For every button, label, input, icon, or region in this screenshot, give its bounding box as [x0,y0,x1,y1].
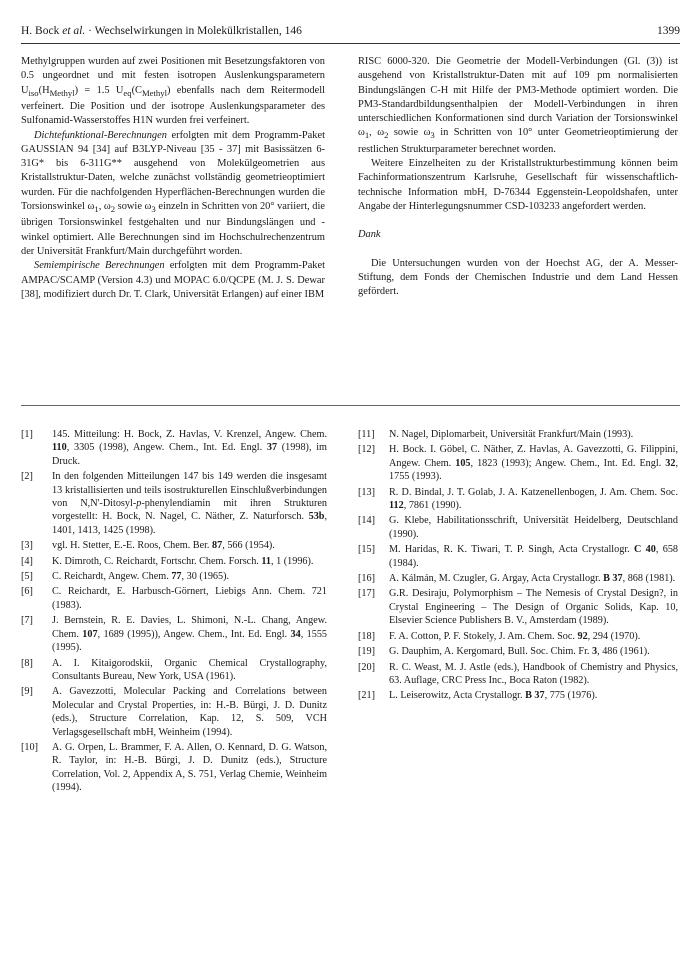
reference-text: R. D. Bindal, J. T. Golab, J. A. Katzenellenbogen, J. Am. Chem. Soc. [389,486,678,498]
subscript: 3 [430,130,435,141]
reference-text: , 294 (1970). [587,630,641,642]
reference-item [21,539,327,552]
reference-text: , 1755 (1993). [389,457,678,483]
paragraph-geometry [358,55,678,157]
subscript: 1 [94,204,99,215]
paragraph-deposition: Weitere Einzelheiten zu der Kristallstrukturbestimmung können beim Fachinformationszentrum Karlsruhe, Gesellschaft für wissenschaftlich-technische Information mbH, D-76344 Eggenstein-Leopoldshafen, unter Angabe der Hinterlegungsnummer CSD-103233 angefordert werden. [358,158,678,213]
reference-item [358,645,678,658]
reference-item [21,685,327,739]
reference-text: (1998), im Druck. [52,442,327,467]
reference-item [358,443,678,483]
references-column-left [21,428,327,797]
reference-text: -phenylendiamin mit ihren Strukturen vorgestellt: H. Bock, N. Nagel, C. Näther, Z. Naturforsch. [52,498,327,523]
reference-number: [20] [358,661,375,673]
reference-number: [7] [21,615,33,627]
reference-text: , 7861 (1990). [403,500,462,512]
reference-item [21,657,327,684]
reference-number: [1] [21,429,33,440]
run-in-heading: Dichtefunktional-Berechnungen [34,129,167,141]
header-rule [21,43,680,44]
text-run: in Schritten von 10° unter Geometrieoptimierung der restlichen Strukturparameter berechnet worden. [358,127,678,155]
reference-text: B 37 [603,573,623,585]
reference-item [358,661,678,688]
subscript: 3 [151,204,156,215]
reference-text: , 566 (1954). [222,540,275,552]
page-number: 1399 [657,25,680,37]
paragraph-refinement [21,55,325,129]
reference-text: N. Nagel, Diplomarbeit, Universität Frankfurt/Main (1993). [389,429,634,440]
text-run: erfolgten mit dem Programm-Paket AMPAC/SCAMP (Version 4.3) und MOPAC 6.0/QCPE (M. J. S. Dewar [38], modifiziert durch Dr. T. Clark, Universität Erlangen) auf einer IBM [21,260,325,300]
reference-item [21,555,327,568]
references-column-right [358,428,678,705]
run-in-heading: Semiempirische Berechnungen [34,260,165,272]
reference-number: [2] [21,471,33,483]
reference-number: [12] [358,444,375,456]
references-rule [21,405,680,406]
reference-text: p [136,498,142,510]
reference-number: [18] [358,630,375,642]
reference-number: [16] [358,573,375,585]
reference-number: [13] [358,486,375,498]
subscript: iso [28,87,39,98]
reference-text: 77 [171,571,182,583]
reference-text: , 868 (1981). [622,573,676,585]
reference-text: , 1401, 1413, 1425 (1998). [52,511,327,536]
reference-text: , 775 (1976). [544,690,598,702]
subscript: 2 [110,204,116,215]
subscript: eq [123,87,132,98]
reference-text: 53b [308,511,325,523]
reference-text: , 1689 (1995)), Angew. Chem., Int. Ed. Engl. [97,628,291,640]
reference-number: [15] [358,544,375,556]
reference-number: [21] [358,690,375,702]
reference-number: [9] [21,686,33,698]
reference-number: [14] [358,515,375,527]
reference-item [21,614,327,654]
body-column-right [358,55,678,300]
text-run: (C [131,84,142,96]
reference-item [21,570,327,583]
reference-text: J. Bernstein, R. E. Davies, L. Shimoni, N.-L. Chang, Angew. Chem. [52,615,327,640]
reference-number: [19] [358,646,375,658]
reference-text: 110 [52,442,67,454]
reference-text: M. Haridas, R. K. Tiwari, T. P. Singh, Acta Crystallogr. [389,544,635,556]
text-run: , ω [98,201,111,213]
reference-text: 32 [665,457,676,469]
header-title [21,22,302,40]
text-run: RISC 6000-320. Die Geometrie der Modell-Verbindungen (Gl. (3)) ist ausgehend von Kristallstruktur-Daten mit auf 109 pm normalisierten Bindungslängen C-H mit Hilfe der PM3-Methode optimiert worden. Die PM3-Standardbildungsenthalpien der Modell-Verbindungen in ihren unterschiedlichen Konformationen sind durch Variation der Torsionswinkel ω [358,56,678,139]
reference-text: A. G. Orpen, L. Brammer, F. A. Allen, O. Kennard, D. G. Watson, R. Taylor, in: H.-B. Bürgi, J. D. Dunitz (eds.), Structure Correlation, Vol. 2, Appendix A, S. 751, Verlag Chemie, Weinheim (1994). [52,741,327,794]
subscript: Methyl [49,87,75,98]
reference-item [358,543,678,570]
reference-text: , 1823 (1993); Angew. Chem., Int. Ed. Engl. [470,457,666,469]
reference-text: vgl. H. Stetter, E.-E. Roos, Chem. Ber. [52,540,213,552]
reference-text: 92 [577,630,588,642]
text-run: sowie ω [388,127,431,139]
reference-number: [5] [21,571,33,583]
reference-text: , 3305 (1998), Angew. Chem., Int. Ed. Engl. [66,442,267,454]
text-run: sowie ω [115,201,152,213]
reference-number: [10] [21,741,38,753]
reference-item [358,486,678,513]
header-title-text: · Wechselwirkungen in Molekülkristallen, 146 [85,25,302,37]
section-heading-dank: Dank [358,229,381,241]
reference-text: 145. Mitteilung: H. Bock, Z. Havlas, V. Krenzel, Angew. Chem. [52,429,327,440]
reference-text: 3 [592,646,598,658]
reference-text: C 40 [634,544,656,556]
reference-number: [6] [21,586,33,598]
reference-text: C. Reichardt, E. Harbusch-Görnert, Liebigs Ann. Chem. 721 (1983). [52,586,327,611]
text-run: (H [38,84,50,96]
reference-number: [4] [21,555,33,567]
reference-text: F. A. Cotton, P. F. Stokely, J. Am. Chem. Soc. [389,630,578,642]
reference-number: [8] [21,657,33,669]
text-run: ) = 1.5 U [74,84,124,96]
reference-item [358,428,678,441]
reference-text: A. Kálmán, M. Czugler, G. Argay, Acta Crystallogr. [389,573,604,585]
subscript: 2 [384,130,389,141]
header-et-al: et al. [62,25,86,37]
body-column-left [21,55,325,302]
text-run: erfolgten mit dem Programm-Paket GAUSSIAN 94 [34] auf B3LYP-Niveau [35 - 37] mit Basissätzen 6-31G* bis 6-311G** ausgehend von Molekülgeometrien aus Kristallstruktur-Daten, welche zunächst vollständig geometrieoptimiert wurden. Für die nachfolgenden Hyperflächen-Berechnungen wurden die Torsionswinkel ω [21,129,325,213]
paragraph-acknowledgement: Die Untersuchungen wurden von der Hoechst AG, der A. Messer-Stiftung, dem Fonds der Chemischen Industrie und dem Land Hessen gefördert. [358,257,678,298]
text-run: einzeln in Schritten von 20° variiert, die übrigen Torsionswinkel festgehalten und nur Bindungslängen und -winkel optimiert. Alle Berechnungen sind im Hochschulrechenzentrum der Universität Frankfurt/Main durchgeführt worden. [21,201,326,258]
reference-text: 105 [455,457,471,469]
reference-item [21,585,327,612]
reference-text: , 658 (1984). [389,544,679,569]
reference-text: 11 [261,555,272,567]
reference-item [358,689,678,702]
reference-text: G.R. Desiraju, Polymorphism – The Nemesis of Crystal Design?, in Crystal Engineering – The Design of Organic Solids, Kap. 10, Elsevier Science Publishers B. V., Amsterdam (1989). [389,588,678,627]
reference-text: , 486 (1961). [597,646,650,658]
reference-text: , 30 (1965). [181,571,230,583]
reference-text: 107 [82,628,98,640]
reference-item [358,587,678,627]
subscript: Methyl [141,87,167,98]
reference-text: 37 [266,442,278,454]
subscript: 1 [364,130,370,141]
reference-item [358,630,678,643]
reference-text: L. Leiserowitz, Acta Crystallogr. [389,690,526,702]
reference-text: , 1555 (1995). [52,628,328,654]
reference-number: [3] [21,540,33,552]
text-run: , ω [369,127,385,139]
reference-item [21,470,327,537]
reference-text: A. I. Kitaigorodskii, Organic Chemical Crystallography, Consultants Bureau, New York, USA (1961). [52,657,327,682]
reference-text: 112 [389,500,404,512]
reference-item [21,741,327,795]
text-run: ) ebenfalls nach dem Reitermodell verfeinert. Die Position und der isotrope Auslenkungsparameter des Sulfonamid-Wasserstoffes H1N wurden frei verfeinert. [21,84,325,127]
paragraph-semiempirical [21,259,325,302]
text-run: Methylgruppen wurden auf zwei Positionen mit Besetzungsfaktoren von 0.5 ungeordnet und mit festen isotropen Auslenkungsparametern U [21,56,325,96]
reference-text: , 1 (1996). [271,555,314,567]
header-authors: H. Bock [21,25,63,37]
reference-text: R. C. Weast, M. J. Astle (eds.), Handbook of Chemistry and Physics, 63. Auflage, CRC Press Inc., Boca Raton (1982). [389,661,678,686]
reference-text: 87 [212,540,223,552]
reference-text: A. Gavezzotti, Molecular Packing and Correlations between Molecular and Crystal Properties, in: H.-B. Bürgi, J. D. Dunitz (eds.), Structure Correlation, Kap. 12, S. 509, VCH Verlagsgesellschaft mbH, Weinheim (1994). [52,686,327,738]
paragraph-dft [21,129,325,260]
reference-item [358,572,678,585]
reference-text: H. Bock. I. Göbel, C. Näther, Z. Havlas, A. Gavezzotti, G. Filippini, Angew. Chem. [389,444,678,469]
reference-item [21,428,327,468]
reference-text: In den folgenden Mitteilungen 147 bis 149 werden die insgesamt 13 kristallisierten und teils isostrukturellen Einschlußverbindungen von N,N'-Ditosyl- [52,471,327,510]
reference-text: G. Dauphim, A. Kergomard, Bull. Soc. Chim. Fr. [389,646,592,658]
reference-text: G. Klebe, Habilitationsschrift, Universität Heidelberg, Deutschland (1990). [389,515,678,540]
running-header [21,22,680,40]
reference-text: B 37 [525,690,545,702]
reference-number: [11] [358,429,375,440]
reference-number: [17] [358,588,375,600]
reference-text: 34 [290,628,301,640]
reference-text: C. Reichardt, Angew. Chem. [52,571,172,583]
reference-item [358,514,678,541]
reference-text: K. Dimroth, C. Reichardt, Fortschr. Chem. Forsch. [52,555,262,567]
